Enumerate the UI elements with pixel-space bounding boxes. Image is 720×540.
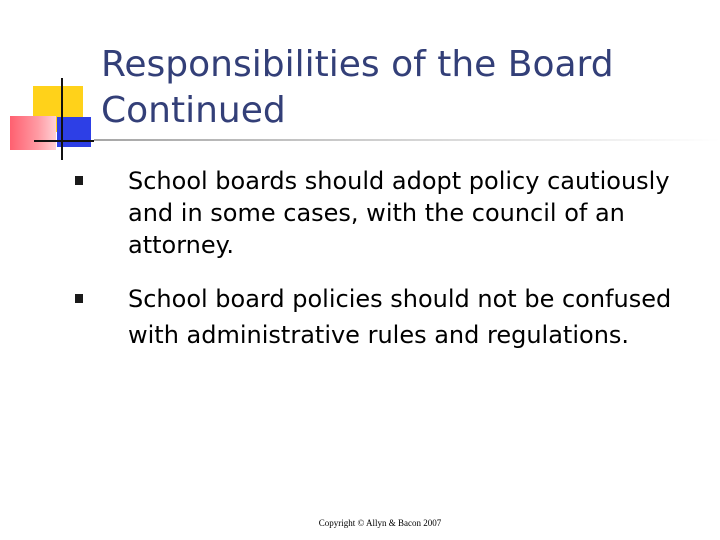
red-square [10,116,56,150]
square-bullet-icon [75,176,83,185]
copyright-footer: Copyright © Allyn & Bacon 2007 [318,518,442,528]
square-bullet-icon [75,294,83,303]
slide-title: Responsibilities of the Board Continued [101,44,614,131]
bullet-item [70,281,700,353]
vertical-line [61,78,63,160]
title-divider [94,139,720,141]
horizontal-line [34,140,94,142]
bullet-list [70,165,700,373]
bullet-item [70,165,700,261]
bullet-text: School boards should adopt policy cautiously and in some cases, with the council of an attorney. [128,167,670,259]
decorative-logo [0,0,110,170]
bullet-text: School board policies should not be confused with administrative rules and regulations. [128,285,672,349]
